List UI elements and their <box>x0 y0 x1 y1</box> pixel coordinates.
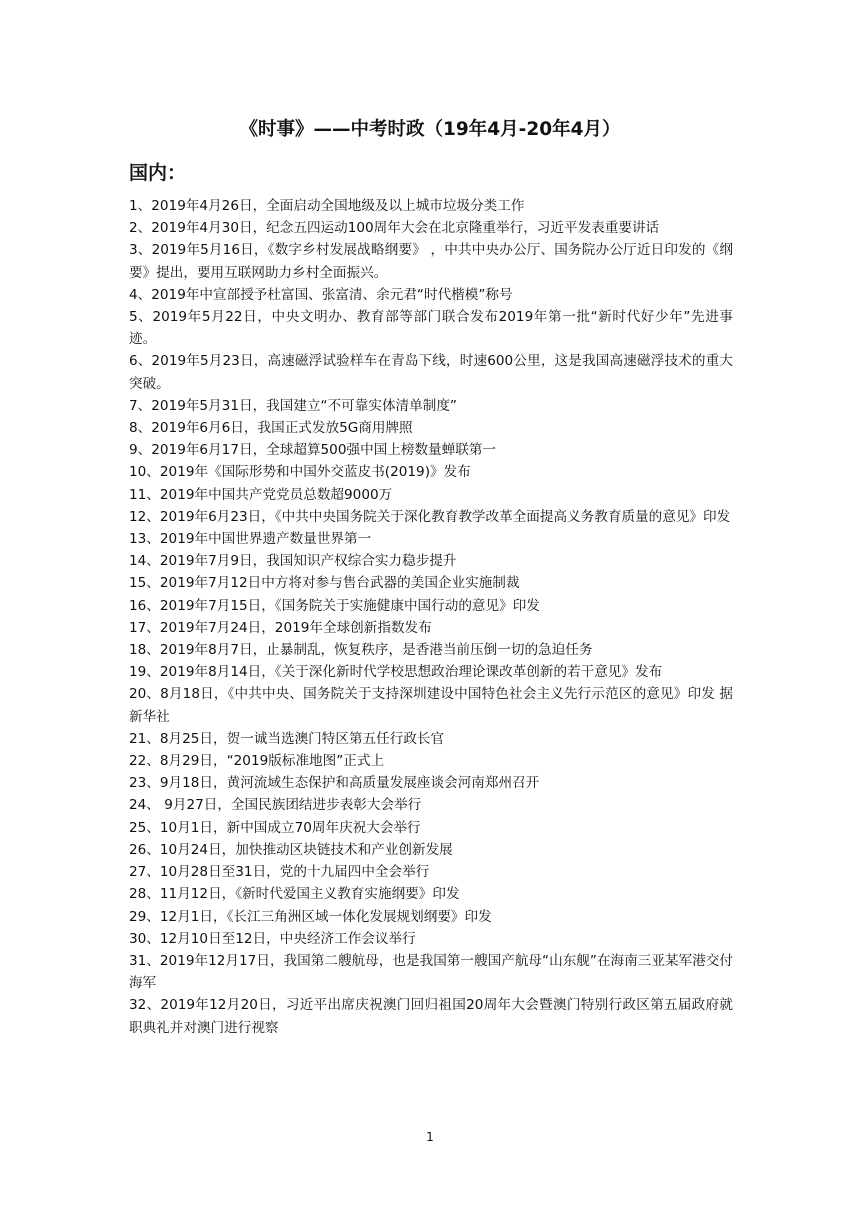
list-item: 10、2019年《国际形势和中国外交蓝皮书(2019)》发布 <box>129 464 471 481</box>
list-item: 16、2019年7月15日，《国务院关于实施健康中国行动的意见》印发 <box>129 597 540 614</box>
list-item: 29、12月1日，《长江三角洲区域一体化发展规划纲要》印发 <box>129 908 492 925</box>
list-item: 26、10月24日，加快推动区块链技术和产业创新发展 <box>129 841 453 858</box>
document-title: 《时事》——中考时政（19年4月-20年4月） <box>239 119 621 140</box>
page-number: 1 <box>426 1130 434 1144</box>
list-item: 7、2019年5月31日，我国建立“不可靠实体清单制度” <box>129 397 457 414</box>
list-item: 8、2019年6月6日，我国正式发放5G商用牌照 <box>129 420 413 437</box>
list-item: 21、8月25日，贺一诚当选澳门特区第五任行政长官 <box>129 730 445 747</box>
list-item: 20、8月18日，《中共中央、国务院关于支持深圳建设中国特色社会主义先行示范区的意见》印发 据新华社 <box>129 686 733 725</box>
section-heading-domestic: 国内： <box>129 162 187 184</box>
list-item: 17、2019年7月24日，2019年全球创新指数发布 <box>129 619 432 636</box>
list-item: 28、11月12日，《新时代爱国主义教育实施纲要》印发 <box>129 886 460 903</box>
list-item: 2、2019年4月30日，纪念五四运动100周年大会在北京隆重举行，习近平发表重要讲话 <box>129 220 660 237</box>
list-item: 3、2019年5月16日，《数字乡村发展战略纲要》 ，中共中央办公厅、国务院办公厅近日印发的《纲要》提出，要用互联网助力乡村全面振兴。 <box>129 242 733 281</box>
list-item: 5、2019年5月22日，中央文明办、教育部等部门联合发布2019年第一批“新时代好少年”先进事迹。 <box>129 309 733 348</box>
list-item: 15、2019年7月12日中方将对参与售台武器的美国企业实施制裁 <box>129 575 520 592</box>
list-item: 22、8月29日，“2019版标准地图”正式上 <box>129 753 385 770</box>
list-item: 13、2019年中国世界遗产数量世界第一 <box>129 531 372 548</box>
list-item: 4、2019年中宣部授予杜富国、张富清、余元君“时代楷模”称号 <box>129 286 513 303</box>
list-item: 27、10月28日至31日，党的十九届四中全会举行 <box>129 864 430 881</box>
list-item: 18、2019年8月7日，止暴制乱，恢复秩序，是香港当前压倒一切的急迫任务 <box>129 642 593 659</box>
list-item: 11、2019年中国共产党党员总数超9000万 <box>129 486 393 503</box>
news-item-list <box>129 195 733 1039</box>
list-item: 14、2019年7月9日，我国知识产权综合实力稳步提升 <box>129 553 457 570</box>
list-item: 32、2019年12月20日，习近平出席庆祝澳门回归祖国20周年大会暨澳门特别行政区第五届政府就职典礼并对澳门进行视察 <box>129 997 733 1036</box>
list-item: 19、2019年8月14日，《关于深化新时代学校思想政治理论课改革创新的若干意见》发布 <box>129 664 663 681</box>
list-item: 24、 9月27日，全国民族团结进步表彰大会举行 <box>129 797 422 814</box>
list-item: 30、12月10日至12日，中央经济工作会议举行 <box>129 930 416 947</box>
list-item: 31、2019年12月17日，我国第二艘航母，也是我国第一艘国产航母“山东舰”在海南三亚某军港交付海军 <box>129 952 733 992</box>
list-item: 12、2019年6月23日，《中共中央国务院关于深化教育教学改革全面提高义务教育质量的意见》印发 <box>129 508 731 525</box>
list-item: 1、2019年4月26日，全面启动全国地级及以上城市垃圾分类工作 <box>129 198 525 214</box>
list-item: 25、10月1日，新中国成立70周年庆祝大会举行 <box>129 819 421 836</box>
list-item: 23、9月18日，黄河流域生态保护和高质量发展座谈会河南郑州召开 <box>129 775 540 792</box>
list-item: 9、2019年6月17日，全球超算500强中国上榜数量蝉联第一 <box>129 442 497 459</box>
list-item: 6、2019年5月23日，高速磁浮试验样车在青岛下线，时速600公里，这是我国高速磁浮技术的重大突破。 <box>129 353 733 392</box>
